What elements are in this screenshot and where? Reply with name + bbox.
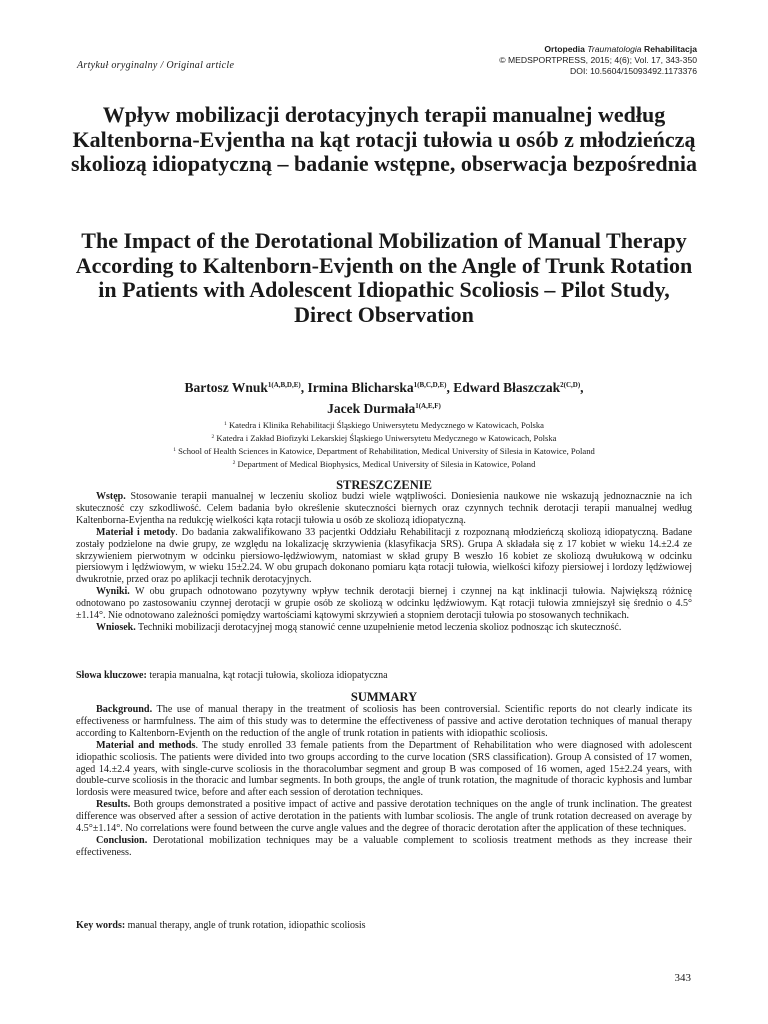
journal-name-part-3: Rehabilitacja bbox=[643, 44, 697, 54]
abstract-paragraph: Wniosek. Techniki mobilizacji derotacyjnej mogą stanowić cenne uzupełnienie metod leczenia skolioz podnosząc ich skuteczność. bbox=[96, 621, 622, 633]
abstract-paragraph: Background. The use of manual therapy in the treatment of scoliosis has been controversial. Scientific reports do not clearly indicate its effectiveness or harmfulness. The aim of this study was to determine the effectiveness of passive and active derotation techniques of manual therapy according to Kaltenborn-Evjenth on the reduction of the angle of trunk rotation in patients with idiopathic scoliosis. bbox=[76, 704, 692, 739]
affiliation: $^2$ Katedra i Zakład Biofizyki Lekarskiej Śląskiego Uniwersytetu Medycznego w Katowicach, Polska bbox=[211, 433, 557, 443]
journal-name-part-1: Ortopedia bbox=[544, 44, 585, 54]
affiliation: $^1$ School of Health Sciences in Katowice, Department of Rehabilitation, Medical University of Silesia in Katowice, Poland bbox=[173, 446, 595, 456]
keywords-english: Key words: manual therapy, angle of trunk rotation, idiopathic scoliosis bbox=[76, 920, 366, 931]
abstract-paragraph: Material and methods. The study enrolled 33 female patients from the Department of Rehabilitation who were diagnosed with adolescent idiopathic scoliosis. The patients were divided into two groups according to the curve location (SRS classification). Group A consisted of 17 women, aged 14.±2.4 years, with single-curve scoliosis in the thoracolumbar segment and group B was composed of 16 women, aged 15±2.24 years, with double-curve scoliosis in the thoracic and lumbar segments. In both groups, the angle of trunk rotation, the magnitude of thoracic kyphosis and lumbar lordosis were measured twice, before and after each session of derotation techniques. bbox=[76, 739, 693, 799]
author-list bbox=[70, 376, 698, 418]
summary-body bbox=[76, 704, 692, 859]
affiliation: $^1$ Katedra i Klinika Rehabilitacji Śląskiego Uniwersytetu Medycznego w Katowicach, Polska bbox=[224, 420, 544, 430]
abstract-paragraph: Wstęp. Stosowanie terapii manualnej w leczeniu skolioz budzi wiele wątpliwości. Doniesienia naukowe nie wskazują jednoznacznie na ich skuteczność czy szkodliwość. Celem badania było określenie skuteczności biernych oraz czynnych technik derotacji terapii manualnej według Kaltenborna-Evjentha na redukcję wielkości kąta rotacji tułowia u osób ze skoliozą idiopatyczną. bbox=[76, 491, 692, 526]
doi: DOI: 10.5604/15093492.1173376 bbox=[570, 66, 697, 76]
abstract-paragraph: Results. Both groups demonstrated a positive impact of active and passive derotation techniques on the angle of trunk inclination. The greatest difference was observed after a session of active derotation in the patients with lumbar scoliosis. The angle of trunk rotation decreased on average by 4.5°±1.14°. No correlations were found between the curve angle values and the degree of thoracic derotation after the application of these techniques. bbox=[76, 799, 692, 835]
summary-heading: SUMMARY bbox=[350, 690, 418, 704]
journal-name bbox=[499, 44, 697, 55]
abstract-paragraph: Wyniki. W obu grupach odnotowano pozytywny wpływ technik derotacji biernej i czynnej na kąt inklinacji tułowia. Największą różnicę odnotowano po zastosowaniu czynnej derotacji w grupie osób ze skoliozą w odcinku lędźwiowym. Kąt rotacji tułowia zmniejszył się średnio o 4.5°±1.14°. Nie odnotowano zależności pomiędzy wartościami kątowymi skrzywień a stopniem derotacji tułowia po stosowanych technikach. bbox=[76, 586, 692, 622]
keywords-polish: Słowa kluczowe: terapia manualna, kąt rotacji tułowia, skolioza idiopatyczna bbox=[76, 670, 388, 681]
page-number: 343 bbox=[674, 972, 691, 984]
journal-name-part-2: Traumatologia bbox=[587, 44, 642, 54]
author: Edward Błaszczak$^{2(C,D)}$, bbox=[453, 380, 584, 395]
streszczenie-body bbox=[76, 491, 692, 634]
author: Jacek Durmała$^{1(A,E,F)}$ bbox=[327, 401, 441, 416]
streszczenie-heading: STRESZCZENIE bbox=[336, 478, 432, 492]
author: Bartosz Wnuk$^{1(A,B,D,E)}$, bbox=[184, 380, 308, 395]
title-polish: Wpływ mobilizacji derotacyjnych terapii manualnej według Kaltenborna-Evjentha na kąt rotacji tułowia u osób z młodzieńczą skoliozą idiopatyczną – badanie wstępne, obserwacja bezpośrednia bbox=[70, 102, 697, 176]
publisher-line: © MEDSPORTPRESS, 2015; 4(6); Vol. 17, 343-350 bbox=[499, 55, 697, 65]
abstract-paragraph: Conclusion. Derotational mobilization techniques may be a valuable complement to scoliosis treatment methods as they increase their effectiveness. bbox=[76, 834, 692, 858]
article-type: Artykuł oryginalny / Original article bbox=[77, 60, 235, 71]
author: Irmina Blicharska$^{1(B,C,D,E)}$, bbox=[307, 380, 454, 395]
affiliation: $^2$ Department of Medical Biophysics, Medical University of Silesia in Katowice, Poland bbox=[232, 459, 536, 469]
journal-info bbox=[499, 44, 697, 77]
title-english: The Impact of the Derotational Mobilization of Manual Therapy According to Kaltenborn-Evjenth on the Angle of Trunk Rotation in Patients with Adolescent Idiopathic Scoliosis – Pilot Study, Direct Observation bbox=[75, 228, 693, 327]
abstract-paragraph: Materiał i metody. Do badania zakwalifikowano 33 pacjentki Oddziału Rehabilitacji z rozpoznaną młodzieńczą skoliozą idiopatyczną. Badane zostały podzielone na dwie grupy, ze względu na lokalizację skrzywienia (klasyfikacja SRS). Grupa A składała się z 17 kobiet w wieku 14.±2.4 ze skrzywieniem pierwotnym w odcinku piersiowo-lędźwiowym, natomiast w skład grupy B weszło 16 kobiet ze skoliozą dwułukową w odcinku piersiowym i lędźwiowym, w wieku 15±2.24. W obu grupach dokonano pomiaru kąta rotacji tułowia, wielkości kifozy piersiowej i lordozy lędźwiowej dwukrotnie, przed oraz po aplikacji technik derotacyjnych. bbox=[76, 526, 693, 586]
affiliations bbox=[70, 418, 698, 470]
